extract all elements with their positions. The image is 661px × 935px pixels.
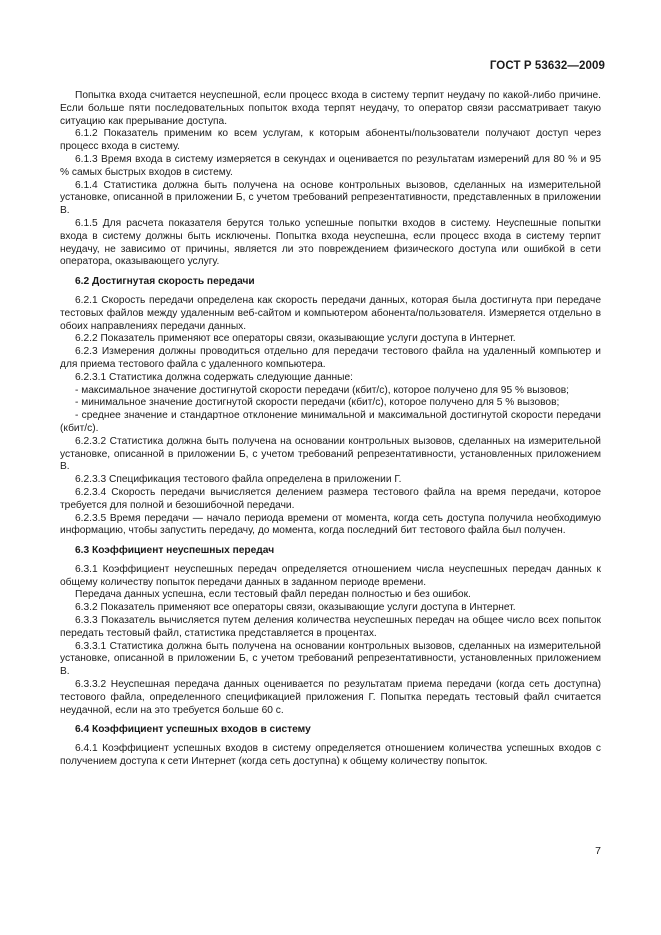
paragraph-6-2-3-2: 6.2.3.2 Статистика должна быть получена на основании контрольных вызовов, сделанных на измерительной установке, описанной в приложении Б, с учетом требований репрезентативности, установленных приложением В. — [60, 435, 601, 473]
page-number: 7 — [595, 845, 601, 857]
paragraph-6-1-5: 6.1.5 Для расчета показателя берутся только успешные попытки входов в систему. Неуспешные попытки входа в систему должны быть исключены. Попытка входа неуспешна, если процесс входа в систему терпит неудачу, не зависимо от причины, является ли это повреждением физического доступа или ошибкой в сети оператора, оказывающего услугу. — [60, 217, 601, 268]
paragraph-6-2-3-1: 6.2.3.1 Статистика должна содержать следующие данные: — [75, 371, 353, 383]
paragraph-6-2-3-3: 6.2.3.3 Спецификация тестового файла определена в приложении Г. — [75, 474, 402, 486]
paragraph-6-2-1: 6.2.1 Скорость передачи определена как скорость передачи данных, которая была достигнута при передаче тестовых файлов между удаленным веб-сайтом и компьютером абонента/пользователя. Измеряется отдельно в обоих направлениях передачи данных. — [60, 294, 601, 332]
paragraph-6-2-3: 6.2.3 Измерения должны проводиться отдельно для передачи тестового файла на удаленный компьютер и для приема тестового файла с удаленного компьютера. — [60, 346, 601, 370]
paragraph-6-4-1: 6.4.1 Коэффициент успешных входов в систему определяется отношением количества успешных входов с получением доступа к сети Интернет (когда сеть доступна) к общему количеству попыток. — [60, 743, 601, 768]
section-heading-6-2: 6.2 Достигнутая скорость передачи — [75, 276, 255, 288]
paragraph-6-3-3: 6.3.3 Показатель вычисляется путем деления количества неуспешных передач на общее число всех попыток передать тестовый файл, статистика представляется в процентах. — [60, 615, 601, 639]
paragraph-6-1-4: 6.1.4 Статистика должна быть получена на основе контрольных вызовов, сделанных на измерительной установке, описанной в приложении Б, с учетом требований репрезентативности, представленных в приложении В. — [60, 179, 601, 217]
paragraph-6-1-3: 6.1.3 Время входа в систему измеряется в секундах и оценивается по результатам измерений для 80 % и 95 % самых быстрых входов в систему. — [60, 153, 601, 178]
section-heading-6-3: 6.3 Коэффициент неуспешных передач — [75, 545, 275, 557]
paragraph-6-2-3-5: 6.2.3.5 Время передачи — начало периода времени от момента, когда сеть доступа получила необходимую информацию, чтобы запустить передачу, до момента, когда последний бит тестового файла был получен. — [60, 512, 601, 537]
paragraph-6-1-2: 6.1.2 Показатель применим ко всем услугам, к которым абоненты/пользователи получают доступ через процесс входа в систему. — [60, 128, 601, 153]
paragraph-6-3-2: 6.3.2 Показатель применяют все операторы связи, оказывающие услуги доступа в Интернет. — [75, 602, 516, 614]
list-item: - среднее значение и стандартное отклонение минимальной и максимальной достигнутой скорости передачи (кбит/с). — [60, 410, 601, 434]
document-header: ГОСТ Р 53632—2009 — [489, 60, 605, 72]
paragraph-6-2-3-4: 6.2.3.4 Скорость передачи вычисляется делением размера тестового файла на время передачи, которое требуется для полной и безошибочной передачи. — [60, 486, 601, 511]
paragraph-6-3-3-1: 6.3.3.1 Статистика должна быть получена на основании контрольных вызовов, сделанных на измерительной установке, описанной в приложении Б, с учетом требований репрезентативности, установленных приложением В. — [60, 640, 601, 678]
paragraph: Передача данных успешна, если тестовый файл передан полностью и без ошибок. — [75, 589, 471, 601]
paragraph-6-3-1: 6.3.1 Коэффициент неуспешных передач определяется отношением числа неуспешных передач данных к общему количеству попыток передачи данных в заданном периоде времени. — [60, 563, 601, 588]
paragraph-6-3-3-2: 6.3.3.2 Неуспешная передача данных оценивается по результатам приема передачи (когда сеть доступна) тестового файла, определенного спецификацией приложения Г. Попытка передать тестовый файл считается неудачной, если на это требуется больше 60 с. — [60, 679, 601, 716]
section-heading-6-4: 6.4 Коэффициент успешных входов в систему — [75, 724, 311, 736]
list-item: - максимальное значение достигнутой скорости передачи (кбит/с), которое получено для 95 % вызовов; — [75, 384, 570, 396]
list-item: - минимальное значение достигнутой скорости передачи (кбит/с), которое получено для 5 % вызовов; — [75, 397, 560, 409]
paragraph: Попытка входа считается неуспешной, если процесс входа в систему терпит неудачу по какой-либо причине. Если больше пяти последовательных попыток входа терпят неудачу, то оператор связи рассматривает такую ситуацию как прерывание доступа. — [60, 90, 601, 127]
document-body — [60, 90, 601, 769]
paragraph-6-2-2: 6.2.2 Показатель применяют все операторы связи, оказывающие услуги доступа в Интернет. — [75, 333, 516, 345]
